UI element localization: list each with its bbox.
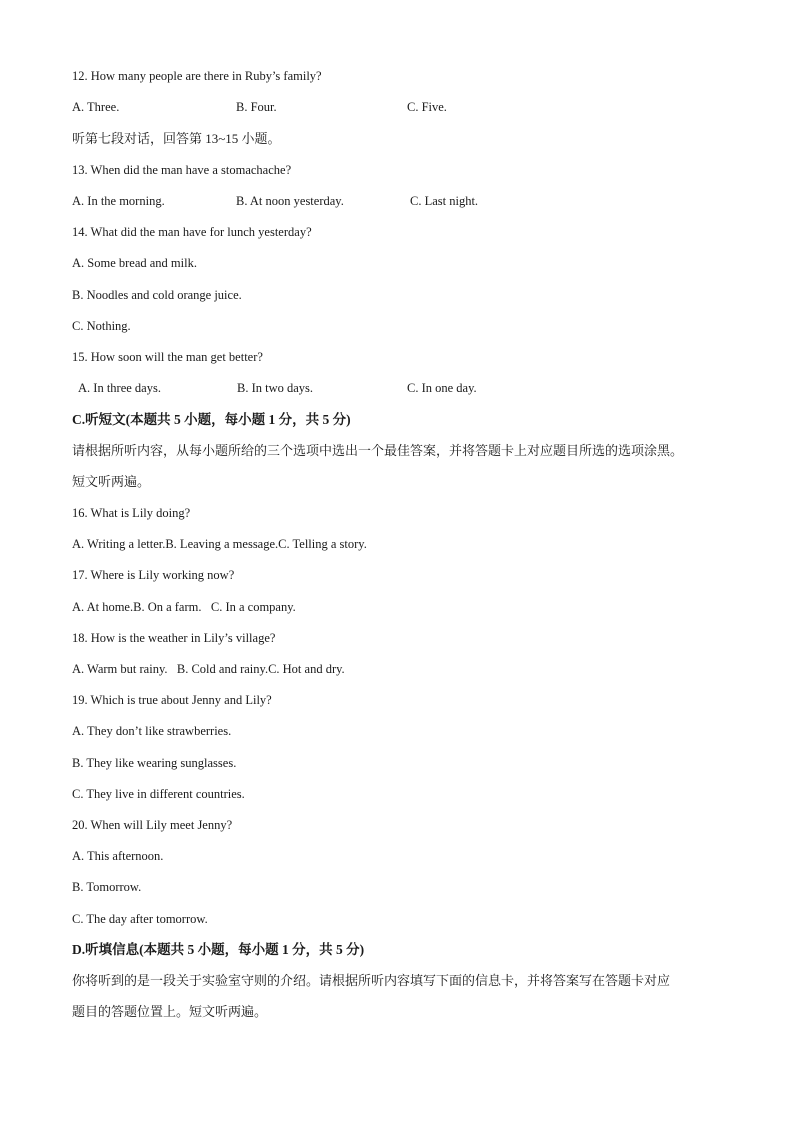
q18-options: A. Warm but rainy. B. Cold and rainy.C. Hot and dry. — [72, 662, 345, 676]
question-14: 14. What did the man have for lunch yesterday? — [72, 225, 312, 239]
question-15: 15. How soon will the man get better? — [72, 350, 263, 364]
section-c-heading: C.听短文(本题共 5 小题，每小题 1 分，共 5 分) — [72, 412, 351, 427]
q12-option-b: B. Four. — [236, 100, 277, 114]
q15-option-b: B. In two days. — [237, 381, 314, 395]
section-d-heading: D.听填信息(本题共 5 小题，每小题 1 分，共 5 分) — [72, 942, 365, 957]
question-17: 17. Where is Lily working now? — [72, 568, 235, 582]
q19-option-b: B. They like wearing sunglasses. — [72, 756, 237, 770]
q14-option-c: C. Nothing. — [72, 319, 131, 333]
q12-option-a: A. Three. — [72, 100, 120, 114]
q12-option-c: C. Five. — [407, 100, 447, 114]
q20-option-c: C. The day after tomorrow. — [72, 912, 208, 926]
q14-option-a: A. Some bread and milk. — [72, 256, 197, 270]
section-d-instruction: 你将听到的是一段关于实验室守则的介绍。请根据所听内容填写下面的信息卡，并将答案写在答题卡对应 — [72, 973, 671, 988]
section-d-instruction-cont: 题目的答题位置上。短文听两遍。 — [72, 1004, 268, 1019]
question-16: 16. What is Lily doing? — [72, 506, 191, 520]
q19-option-a: A. They don’t like strawberries. — [72, 724, 232, 738]
q14-option-b: B. Noodles and cold orange juice. — [72, 288, 242, 302]
q19-option-c: C. They live in different countries. — [72, 787, 245, 801]
q15-option-c: C. In one day. — [407, 381, 477, 395]
question-20: 20. When will Lily meet Jenny? — [72, 818, 233, 832]
q15-option-a: A. In three days. — [78, 381, 161, 395]
q13-option-b: B. At noon yesterday. — [236, 194, 344, 208]
question-19: 19. Which is true about Jenny and Lily? — [72, 693, 272, 707]
section-7-intro: 听第七段对话，回答第 13~15 小题。 — [72, 131, 281, 146]
question-12: 12. How many people are there in Ruby’s family? — [72, 69, 322, 83]
question-18: 18. How is the weather in Lily’s village? — [72, 631, 276, 645]
section-c-instruction: 请根据所听内容，从每小题所给的三个选项中选出一个最佳答案，并将答题卡上对应题目所选的选项涂黑。 — [72, 443, 684, 458]
q20-option-a: A. This afternoon. — [72, 849, 164, 863]
q20-option-b: B. Tomorrow. — [72, 880, 142, 894]
section-c-instruction-cont: 短文听两遍。 — [72, 474, 151, 489]
q16-options: A. Writing a letter.B. Leaving a message.C. Telling a story. — [72, 537, 367, 551]
question-13: 13. When did the man have a stomachache? — [72, 163, 292, 177]
q13-option-a: A. In the morning. — [72, 194, 165, 208]
q17-options: A. At home.B. On a farm. C. In a company. — [72, 600, 296, 614]
q13-option-c: C. Last night. — [410, 194, 479, 208]
